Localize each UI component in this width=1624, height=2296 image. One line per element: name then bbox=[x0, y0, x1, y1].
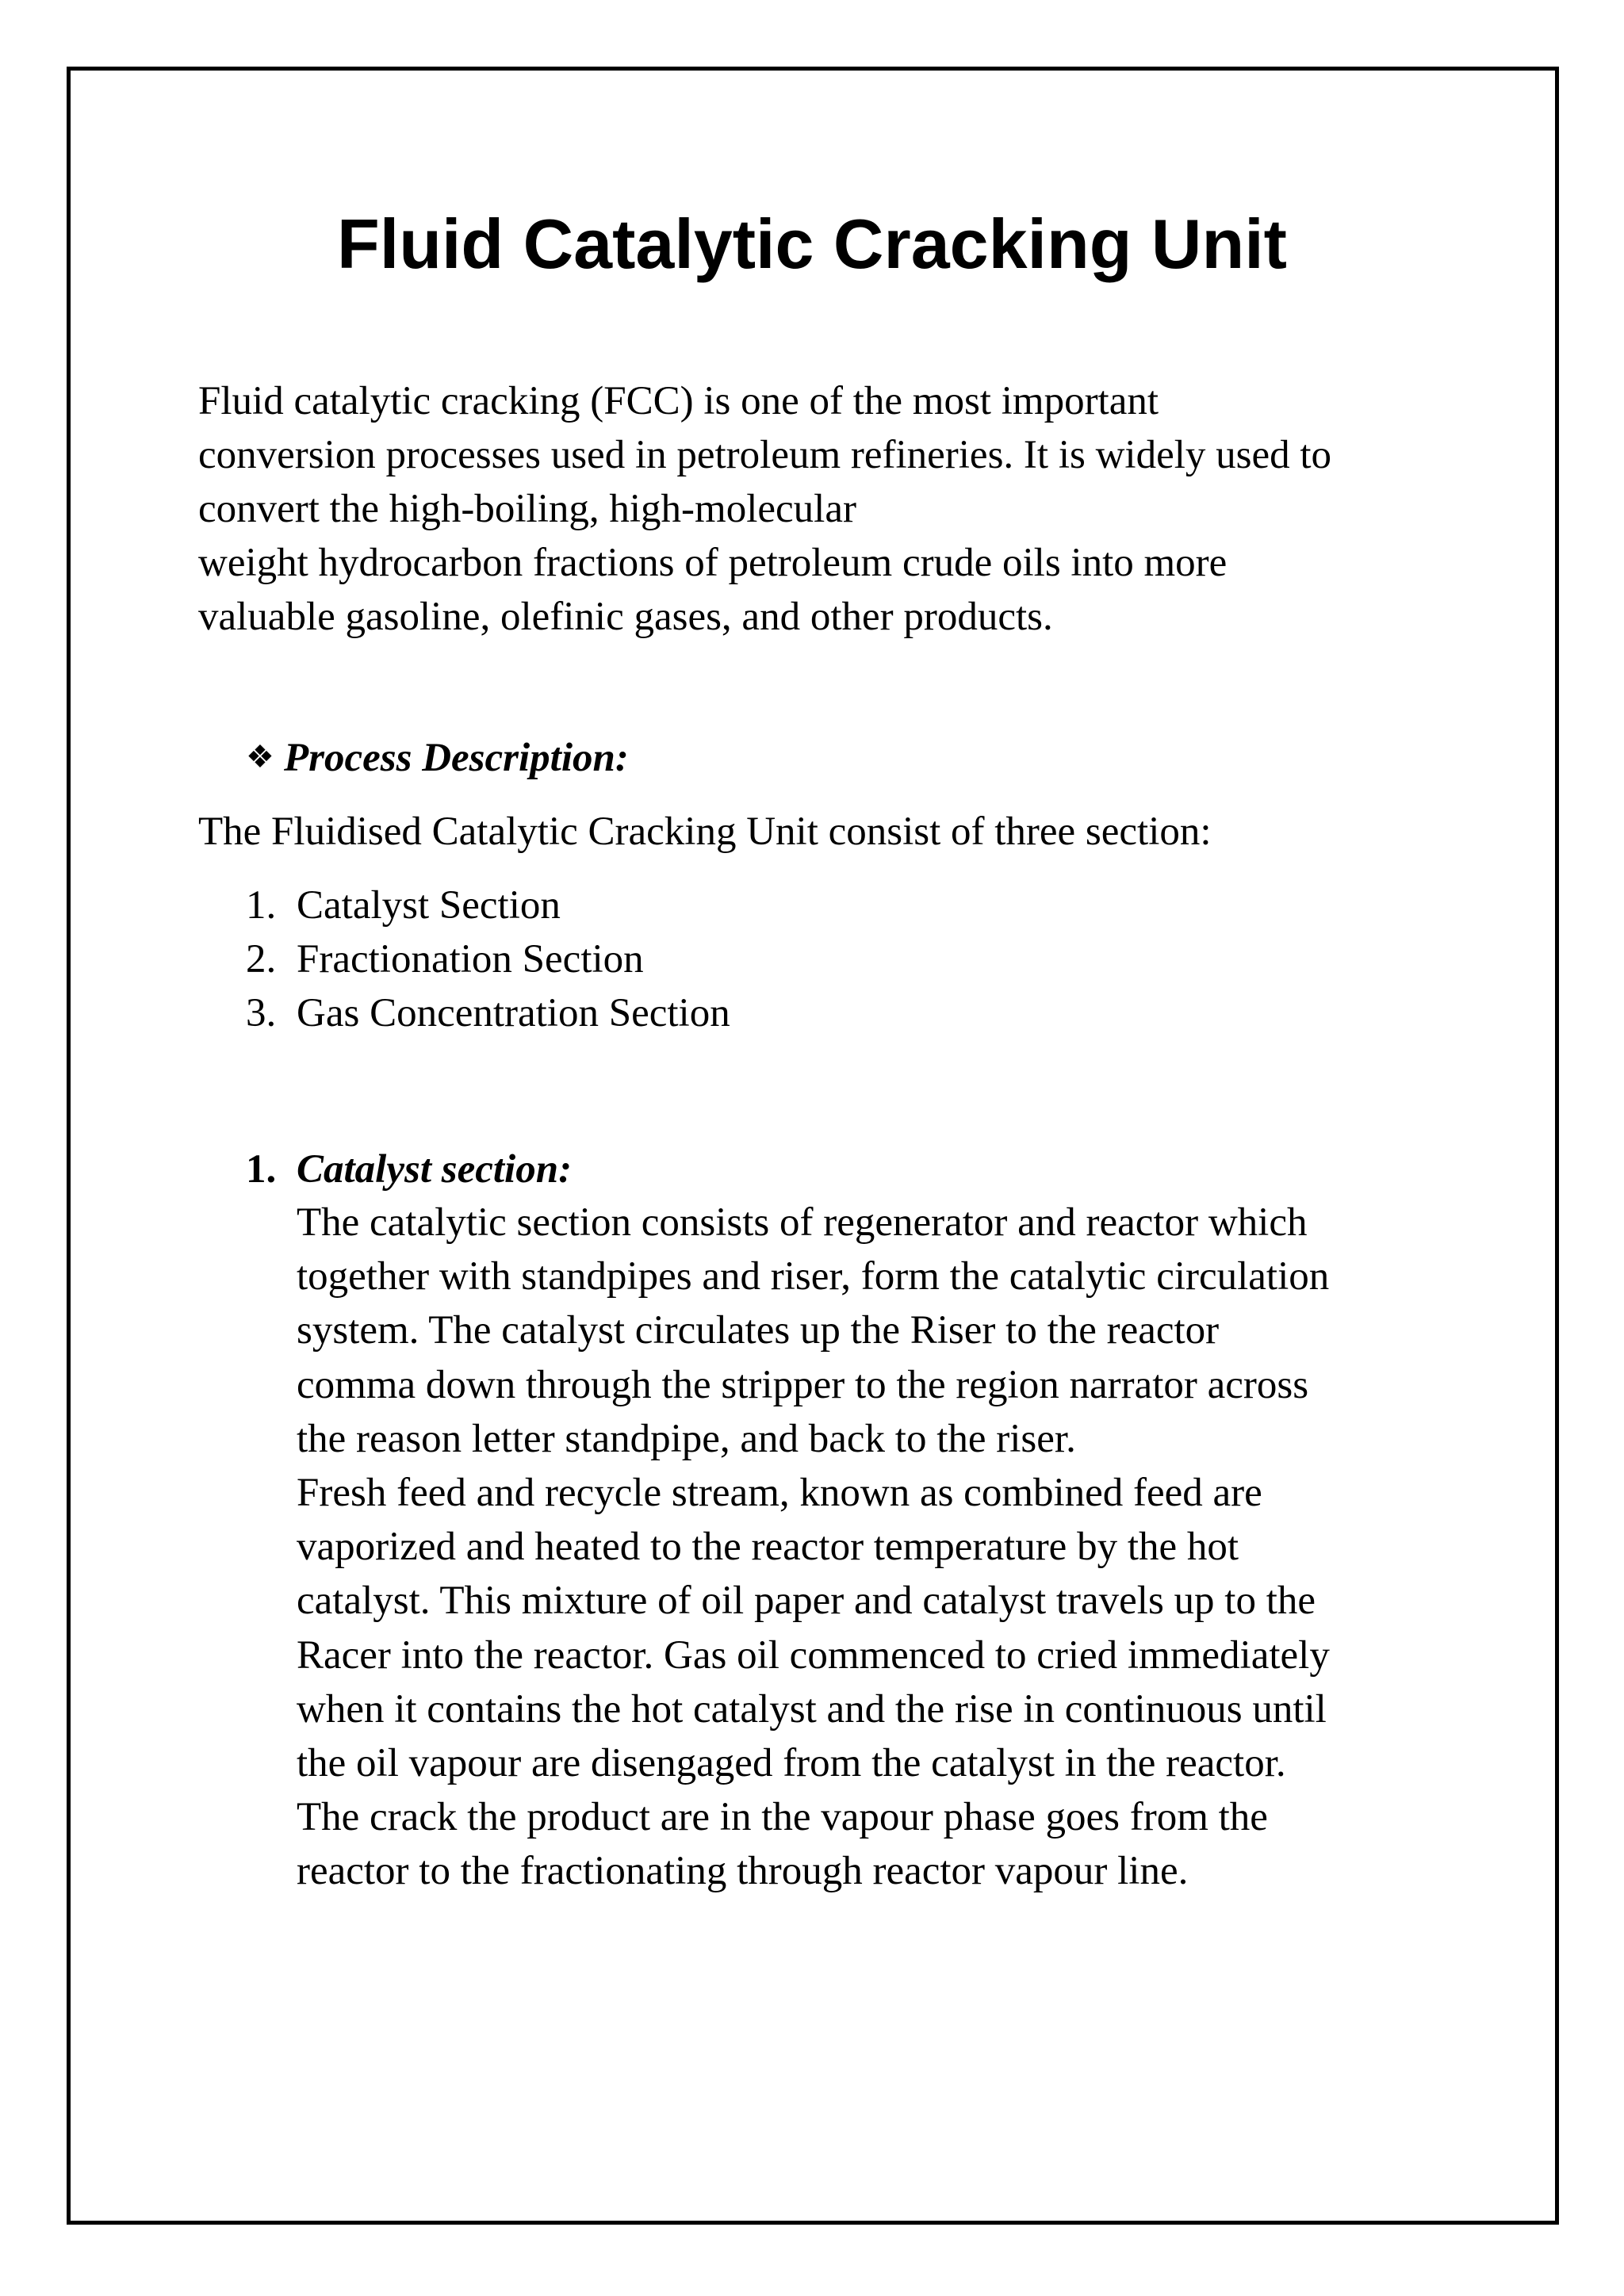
body-line: The crack the product are in the vapour phase goes from the bbox=[297, 1795, 1268, 1840]
body-line: when it contains the hot catalyst and the rise in continuous until bbox=[297, 1686, 1327, 1732]
list-item-label: Fractionation Section bbox=[297, 937, 644, 982]
process-description-heading bbox=[246, 729, 629, 786]
section-list bbox=[246, 878, 730, 1040]
diamond-bullet-icon: ❖ bbox=[246, 739, 274, 775]
intro-line: weight hydrocarbon fractions of petroleum crude oils into more bbox=[198, 541, 1228, 585]
body-line: vaporized and heated to the reactor temperature by the hot bbox=[297, 1525, 1239, 1570]
body-line: Fresh feed and recycle stream, known as combined feed are bbox=[297, 1471, 1262, 1516]
list-item bbox=[246, 932, 730, 986]
body-line: Racer into the reactor. Gas oil commenced to cried immediately bbox=[297, 1632, 1330, 1678]
intro-line: conversion processes used in petroleum refineries. It is widely used to bbox=[198, 433, 1332, 477]
body-line: comma down through the stripper to the region narrator across bbox=[297, 1362, 1309, 1407]
intro-paragraph bbox=[198, 374, 1499, 644]
page-title: Fluid Catalytic Cracking Unit bbox=[337, 205, 1287, 283]
body-line: catalyst. This mixture of oil paper and catalyst travels up to the bbox=[297, 1578, 1316, 1624]
catalyst-section-heading bbox=[246, 1142, 572, 1197]
body-line: together with standpipes and riser, form the catalytic circulation bbox=[297, 1254, 1330, 1299]
body-line: the reason letter standpipe, and back to the riser. bbox=[297, 1416, 1076, 1461]
list-item-number: 2. bbox=[246, 937, 277, 982]
catalyst-section-number: 1. bbox=[246, 1147, 277, 1192]
process-lead-sentence: The Fluidised Catalytic Cracking Unit consist of three section: bbox=[198, 809, 1212, 854]
list-item bbox=[246, 878, 730, 932]
body-line: system. The catalyst circulates up the Riser to the reactor bbox=[297, 1308, 1220, 1353]
list-item-number: 1. bbox=[246, 883, 277, 928]
list-item bbox=[246, 986, 730, 1040]
process-description-label: Process Description: bbox=[284, 736, 629, 780]
intro-line: Fluid catalytic cracking (FCC) is one of the most important bbox=[198, 379, 1159, 423]
intro-line: convert the high-boiling, high-molecular bbox=[198, 487, 856, 531]
intro-line: valuable gasoline, olefinic gases, and other products. bbox=[198, 595, 1053, 639]
body-line: The catalytic section consists of regenerator and reactor which bbox=[297, 1200, 1308, 1245]
catalyst-section-body bbox=[297, 1196, 1518, 1899]
body-line: reactor to the fractionating through reactor vapour line. bbox=[297, 1849, 1189, 1894]
list-item-label: Gas Concentration Section bbox=[297, 991, 730, 1035]
body-line: the oil vapour are disengaged from the catalyst in the reactor. bbox=[297, 1741, 1286, 1786]
catalyst-section-label: Catalyst section: bbox=[297, 1147, 573, 1192]
list-item-number: 3. bbox=[246, 991, 277, 1035]
list-item-label: Catalyst Section bbox=[297, 883, 561, 928]
